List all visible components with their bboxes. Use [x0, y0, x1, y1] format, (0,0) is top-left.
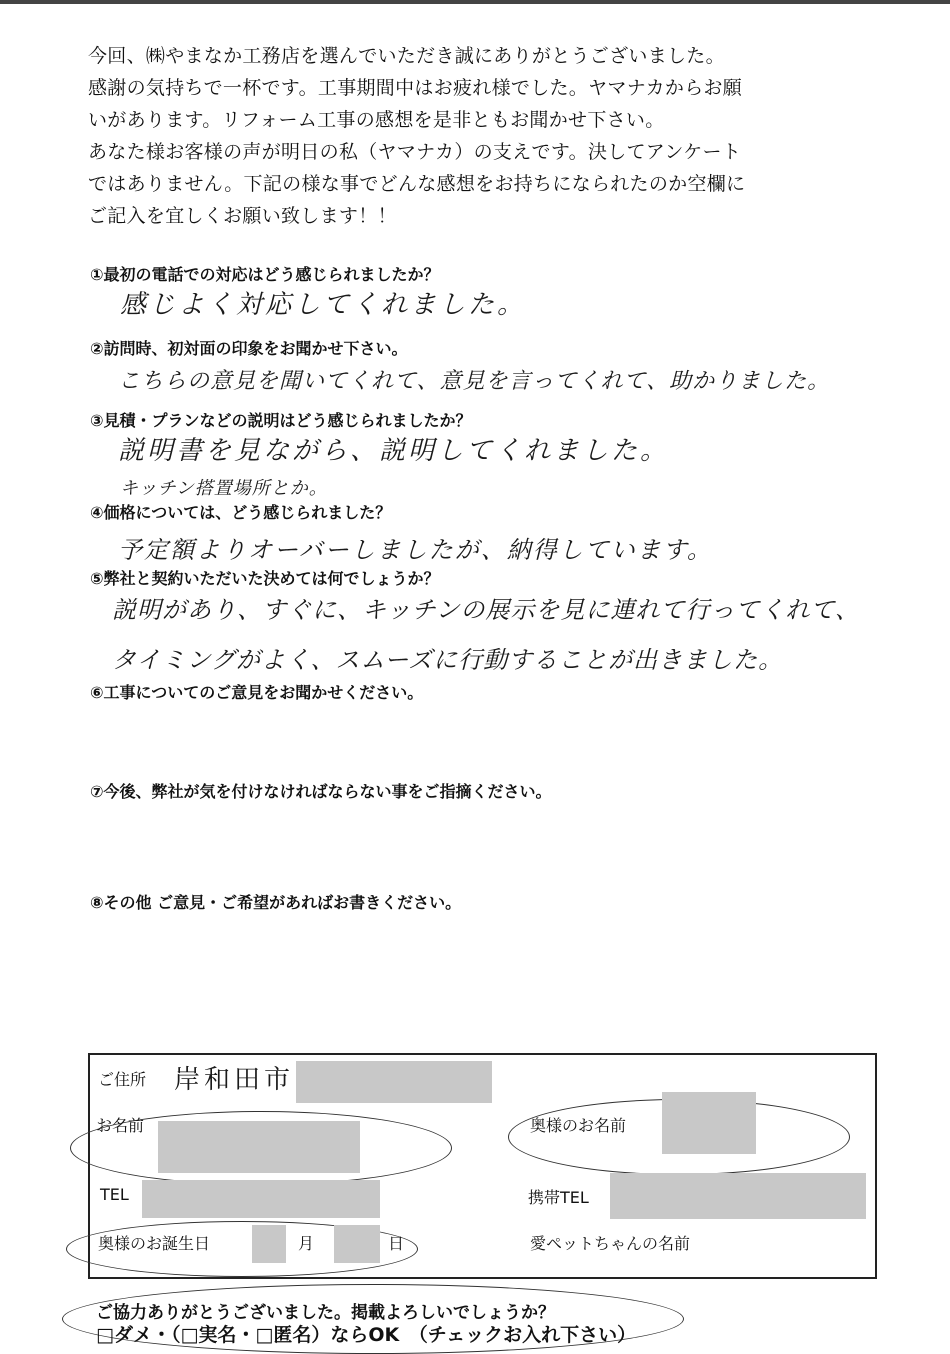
question-8: ⑧その他 ご意見・ご希望があればお書きください。: [90, 893, 462, 912]
month-label: 月: [298, 1234, 315, 1253]
address-value: 岸和田市: [174, 1065, 295, 1095]
pet-name-label: 愛ペットちゃんの名前: [530, 1234, 691, 1253]
question-1: ①最初の電話での対応はどう感じられましたか？: [90, 265, 440, 284]
redacted-month: [252, 1225, 286, 1263]
intro-line: あなた様お客様の声が明日の私（ヤマナカ）の支えです。決してアンケート: [88, 141, 742, 163]
redacted-tel: [142, 1180, 380, 1218]
question-6: ⑥工事についてのご意見をお聞かせください。: [90, 683, 424, 702]
question-5: ⑤弊社と契約いただいた決めては何でしょうか？: [90, 569, 440, 588]
top-border: [0, 0, 950, 4]
answer-1: 感じよく対応してくれました。: [120, 290, 527, 320]
day-label: 日: [388, 1234, 405, 1253]
redacted-name: [158, 1121, 360, 1173]
answer-4: 予定額よりオーバーしましたが、納得しています。: [118, 536, 713, 564]
footer-consent-options[interactable]: □ダメ・（□実名・□匿名）ならOK （チェックお入れ下さい）: [96, 1324, 637, 1346]
name-label: お名前: [96, 1116, 145, 1135]
answer-3: 説明書を見ながら、説明してくれました。: [118, 436, 670, 466]
intro-line: ではありません。下記の様な事でどんな感想をお持ちになられたのか空欄に: [88, 173, 746, 195]
redacted-address: [296, 1061, 492, 1103]
tel-label: TEL: [100, 1185, 129, 1204]
intro-line: ご記入を宜しくお願い致します！！: [88, 205, 397, 227]
wife-name-label: 奥様のお名前: [530, 1116, 627, 1135]
intro-line: 今回、㈱やまなか工務店を選んでいただき誠にありがとうございました。: [88, 45, 725, 67]
redacted-mobile-tel: [610, 1173, 866, 1219]
question-7: ⑦今後、弊社が気を付けなければならない事をご指摘ください。: [90, 782, 552, 801]
answer-5-line1: 説明があり、すぐに、キッチンの展示を見に連れて行ってくれて、: [112, 596, 860, 624]
intro-line: 感謝の気持ちで一杯です。工事期間中はお疲れ様でした。ヤマナカからお願: [88, 77, 743, 99]
customer-info-form: [88, 1053, 877, 1279]
address-label: ご住所: [98, 1070, 147, 1089]
answer-2: こちらの意見を聞いてくれて、意見を言ってくれて、助かりました。: [118, 369, 831, 394]
intro-text: [88, 40, 888, 232]
question-2: ②訪問時、初対面の印象をお聞かせ下さい。: [90, 339, 408, 358]
redacted-day: [334, 1225, 380, 1263]
redacted-wife-name: [662, 1092, 756, 1154]
answer-3-note: キッチン搭置場所とか。: [120, 478, 328, 499]
mobile-tel-label: 携帯TEL: [528, 1188, 589, 1207]
question-4: ④価格については、どう感じられました？: [90, 503, 392, 522]
question-3: ③見積・プランなどの説明はどう感じられましたか？: [90, 411, 472, 430]
birthday-label: 奥様のお誕生日: [98, 1234, 211, 1253]
footer-thanks: ご協力ありがとうございました。掲載よろしいでしょうか？: [96, 1303, 555, 1323]
intro-line: いがあります。リフォーム工事の感想を是非ともお聞かせ下さい。: [88, 109, 665, 131]
answer-5-line2: タイミングがよく、スムーズに行動することが出きました。: [112, 646, 784, 674]
